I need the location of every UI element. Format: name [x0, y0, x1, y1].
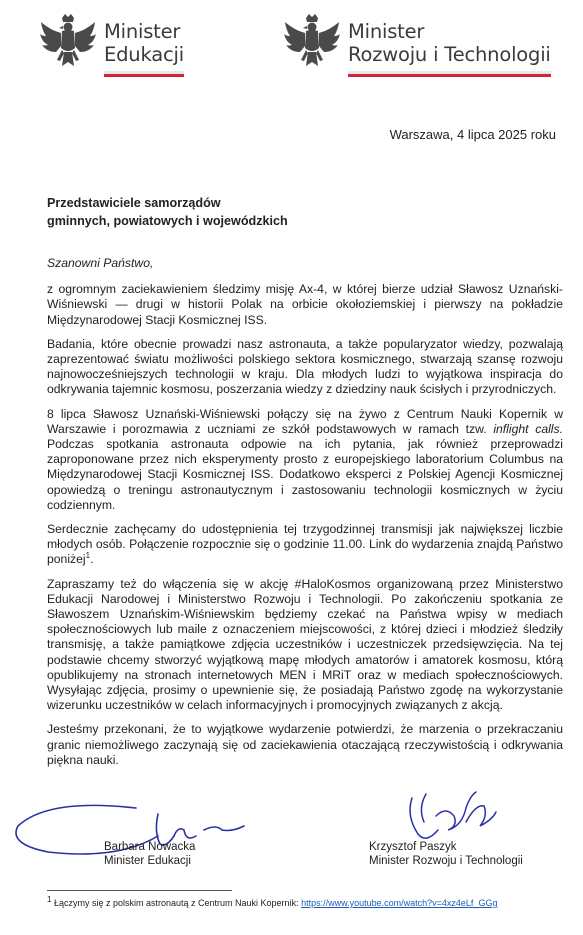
letter-date: Warszawa, 4 lipca 2025 roku [389, 127, 556, 142]
footnote-mark: 1 [47, 895, 52, 904]
signer-title: Minister Rozwoju i Technologii [369, 855, 523, 867]
signer-name: Barbara Nowacka [104, 841, 196, 853]
inflight-calls-term: inflight calls. [493, 421, 563, 436]
footnote [47, 895, 498, 909]
paragraph-1: z ogromnym zaciekawieniem śledzimy misję Ax-4, w której bierze udział Sławosz Uznański-Wiśniewski — drugi w historii Polak na orbicie okołoziemskiej i pierwszy na pokładzie Międzynarodowej Stacji Kosmicznej ISS. [47, 282, 563, 327]
paragraph-4-end: . [90, 552, 94, 567]
signature-block-right [369, 840, 523, 868]
paragraph-3-text-b: Podczas spotkania astronauta odpowie na ich pytania, jak również przeprowadzi zaproponowane przez nich eksperymenty prosto z europejskiego laboratorium Columbus na Międzynarodowej Stacji Kosmicznej ISS. Dodatkowo eksperci z Polskiej Agencji Kosmicznej opowiedzą o treningu astronautycznym i zastosowaniu technologii kosmicznych w życiu codziennym. [47, 437, 563, 512]
minister-edukacji-logo [38, 12, 184, 77]
footnote-link[interactable]: https://www.youtube.com/watch?v=4xz4eLf_GGg [301, 898, 498, 908]
org-name-line2: Edukacji [104, 43, 184, 66]
org-name-line1: Minister [348, 20, 425, 43]
polish-eagle-emblem-icon [38, 12, 98, 74]
signer-name: Krzysztof Paszyk [369, 841, 457, 853]
paragraph-2: Badania, które obecnie prowadzi nasz astronauta, a także popularyzator wiedzy, pozwalają zaprezentować światu możliwości polskiego sektora kosmicznego, stwarzają szansę rozwoju najnowocześniejszych technologii w kraju. Dla młodych ludzi to wyjątkowa inspiracja do odkrywania tajemnic kosmosu, poszerzania wiedzy z dziedziny nauk ścisłych i przyrodniczych. [47, 336, 563, 397]
footnote-text: Łączymy się z polskim astronautą z Centrum Nauki Kopernik: [53, 898, 299, 908]
footnote-divider [47, 890, 232, 891]
paragraph-4 [47, 522, 563, 568]
org-name-line1: Minister [104, 20, 181, 43]
org-name-block [104, 20, 184, 77]
flag-stripe [104, 71, 184, 77]
signer-title: Minister Edukacji [104, 855, 191, 867]
paragraph-5: Zapraszamy też do włączenia się w akcję #HaloKosmos organizowaną przez Ministerstwo Edukacji Narodowej i Ministerstwo Rozwoju i Technologii. Po zakończeniu spotkania ze Sławoszem Uznańskim-Wiśniewskim będziemy czekać na Państwa wpisy w mediach społecznościowych lub maile z oznaczeniem miejscowości, z której dzieci i młodzież śledziły transmisję, a także pamiątkowe zdjęcia uczestników i uczestniczek przedsięwzięcia. Na tej podstawie chcemy stworzyć wyjątkową mapę młodych amatorów i amatorek kosmosu, którą opublikujemy na stronach internetowych MEN i MRiT oraz w mediach społecznościowych. Wysyłając zdjęcia, prosimy o upewnienie się, że posiadają Państwo zgodę na wykorzystanie wizerunku uczestników w celach informacyjnych i promocyjnych związanych z akcją. [47, 576, 563, 713]
polish-eagle-emblem-icon [282, 12, 342, 74]
paragraph-3-text-a: 8 lipca Sławosz Uznański-Wiśniewski połączy się na żywo z Centrum Nauki Kopernik w Warszawie i porozmawia z uczniami ze szkół podstawowych w ramach tzw. [47, 406, 563, 436]
org-name-block [348, 20, 551, 77]
flag-stripe [348, 71, 551, 77]
recipient-line2: gminnych, powiatowych i wojewódzkich [47, 214, 288, 228]
paragraph-6: Jesteśmy przekonani, że to wyjątkowe wydarzenie potwierdzi, że marzenia o przekraczaniu granic niemożliwego zaczynają się od zaciekawienia otaczającą rzeczywistością i odkrywania piękna nauki. [47, 722, 563, 767]
paragraph-3 [47, 407, 563, 513]
minister-rozwoju-logo [282, 12, 551, 77]
signature-block-left [104, 840, 195, 868]
footnote-reference: 1 [85, 551, 91, 561]
recipient-block [47, 194, 288, 230]
salutation: Szanowni Państwo, [47, 256, 154, 270]
recipient-line1: Przedstawiciele samorządów [47, 196, 221, 210]
letter-body [47, 256, 563, 777]
org-name-line2: Rozwoju i Technologii [348, 43, 551, 66]
paragraph-4-text: Serdecznie zachęcamy do udostępnienia tej trzygodzinnej transmisji jak największej liczbie młodych osób. Połączenie rozpocznie się o godzinie 11.00. Link do wydarzenia znajdą Państwo poniżej [47, 522, 563, 567]
